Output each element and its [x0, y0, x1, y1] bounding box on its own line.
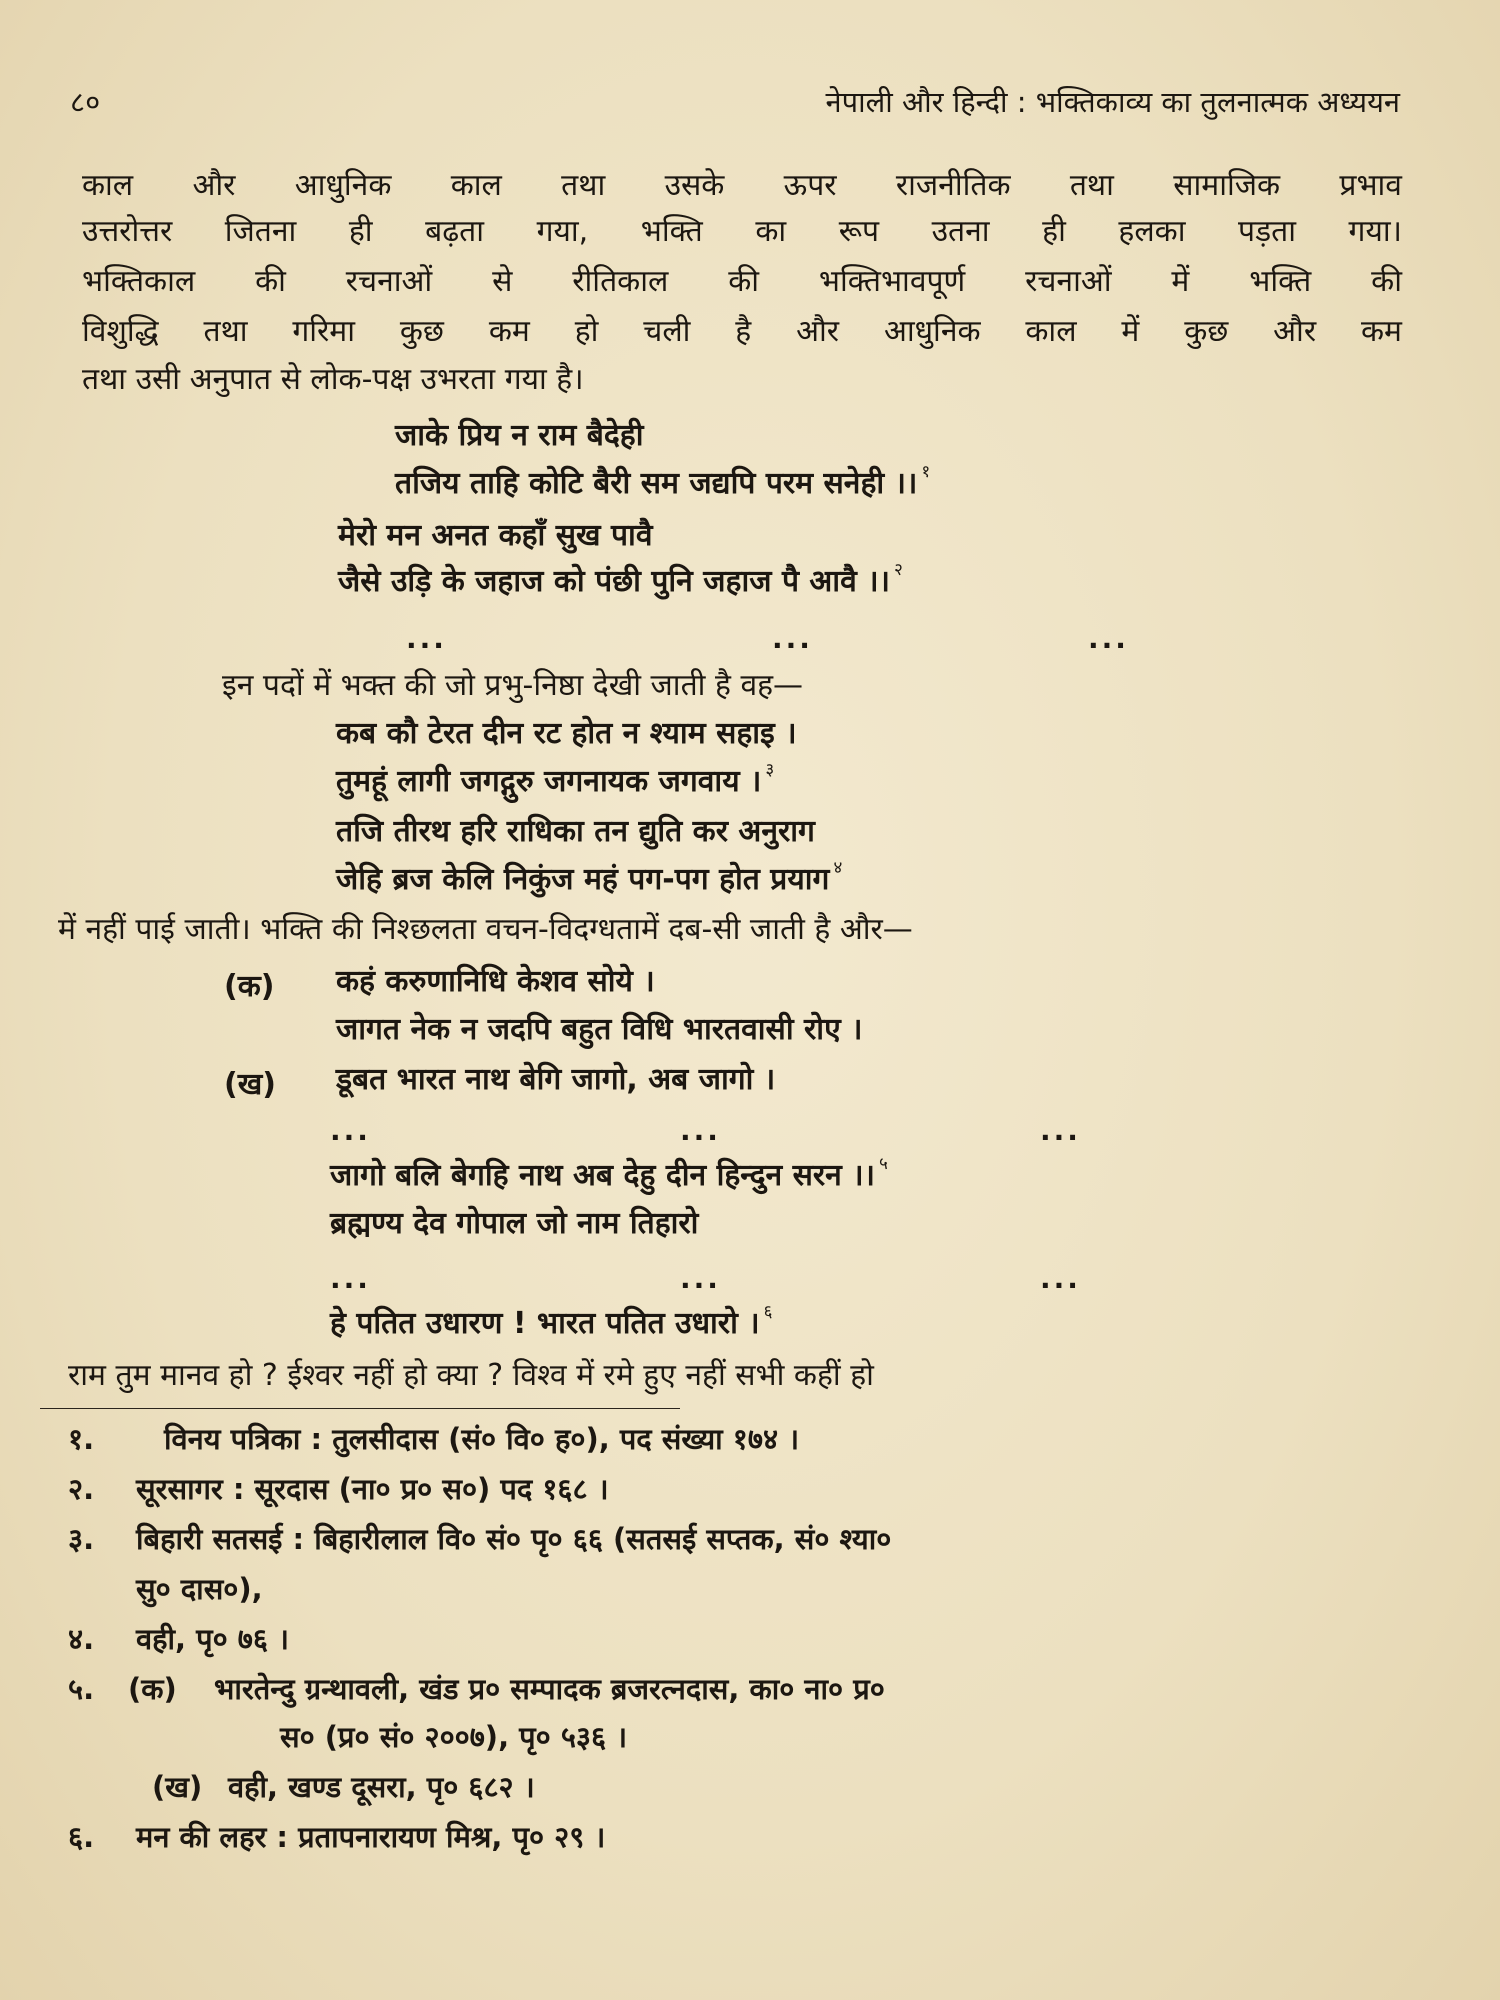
footnote-ref-4: ४ [833, 858, 843, 878]
footnote-ref-2: २ [893, 560, 903, 580]
footnote-number: १. [68, 1422, 95, 1456]
verse3-line2: तुमहूं लागी जगद्गुरु जगनायक जगवाय । $^३$ [336, 760, 775, 799]
verse3-line1: कब कौ टेरत दीन रट होत न श्याम सहाइ । [336, 716, 797, 751]
ellipsis: ... [406, 622, 447, 655]
ellipsis: ... [680, 1262, 721, 1295]
footnote-number: ३. [68, 1522, 95, 1556]
ellipsis: ... [330, 1114, 371, 1147]
verse1-line1: जाके प्रिय न राम बैदेही [395, 418, 644, 453]
intro-line-1: काल और आधुनिक काल तथा उसके ऊपर राजनीतिक तथा सामाजिक प्रभाव [82, 168, 1402, 203]
verse4-line6: हे पतित उधारण ! भारत पतित उधारो । $^६$ [330, 1302, 773, 1341]
footnote-label-ka: (क) [128, 1672, 177, 1706]
verse3-line3: तजि तीरथ हरि राधिका तन द्युति कर अनुराग [336, 814, 815, 849]
intro-line-3: भक्तिकाल की रचनाओं से रीतिकाल की भक्तिभावपूर्ण रचनाओं में भक्ति की [82, 264, 1402, 299]
verse4-line3: डूबत भारत नाथ बेगि जागो, अब जागो । [336, 1062, 776, 1097]
footnote-5-kha: वही, खण्ड दूसरा, पृ० ६८२ । [228, 1770, 535, 1804]
intro-line-5: तथा उसी अनुपात से लोक-पक्ष उभरता गया है। [82, 362, 584, 397]
intro-line-4: विशुद्धि तथा गरिमा कुछ कम हो चली है और आधुनिक काल में कुछ और कम [82, 314, 1402, 349]
footnote-5-ka: भारतेन्दु ग्रन्थावली, खंड प्र० सम्पादक ब्रजरत्नदास, का० ना० प्र० [214, 1672, 885, 1706]
verse2-line1: मेरो मन अनत कहाँ सुख पावै [338, 518, 653, 553]
footnote-divider [40, 1408, 680, 1409]
footnote-number: ६. [68, 1820, 95, 1854]
ellipsis: ... [330, 1262, 371, 1295]
bridge-text-1: इन पदों में भक्त की जो प्रभु-निष्ठा देखी जाती है वह— [222, 668, 804, 703]
footnote-ref-5: ५ [879, 1154, 888, 1174]
footnote-3-continued: सु० दास०), [136, 1572, 263, 1606]
running-title: नेपाली और हिन्दी : भक्तिकाव्य का तुलनात्मक अध्ययन [825, 85, 1400, 119]
ellipsis: ... [1040, 1114, 1081, 1147]
closing-line: राम तुम मानव हो ? ईश्वर नहीं हो क्या ? विश्व में रमे हुए नहीं सभी कहीं हो [68, 1358, 874, 1393]
ellipsis: ... [1040, 1262, 1081, 1295]
page-number: ८० [70, 85, 101, 119]
ellipsis: ... [1088, 622, 1129, 655]
footnote-6: मन की लहर : प्रतापनारायण मिश्र, पृ० २९ । [136, 1820, 606, 1854]
footnote-5-ka-continued: स० (प्र० सं० २००७), पृ० ५३६ । [280, 1720, 628, 1754]
footnote-ref-3: ३ [765, 760, 775, 780]
verse4-line2: जागत नेक न जदपि बहुत विधि भारतवासी रोए । [336, 1012, 863, 1047]
bridge-text-2: में नहीं पाई जाती। भक्ति की निश्छलता वचन-विदग्धतामें दब-सी जाती है और— [58, 912, 913, 947]
footnote-number: २. [68, 1472, 95, 1506]
verse1-line2: तजिय ताहि कोटि बैरी सम जद्यपि परम सनेही ।। $^१$ [395, 462, 931, 501]
footnote-ref-1: १ [921, 462, 931, 482]
footnote-label-kha: (ख) [152, 1770, 203, 1804]
ellipsis: ... [772, 622, 813, 655]
footnote-4: वही, पृ० ७६ । [136, 1622, 290, 1656]
verse4-line1: कहं करुणानिधि केशव सोये । [336, 964, 655, 999]
verse3-line4: जेहि ब्रज केलि निकुंज महं पग-पग होत प्रयाग $^४$ [336, 858, 843, 897]
footnote-1: विनय पत्रिका : तुलसीदास (सं० वि० ह०), पद संख्या १७४ । [164, 1422, 800, 1456]
page-header [70, 82, 1400, 132]
verse4-line5: ब्रह्मण्य देव गोपाल जो नाम तिहारो [330, 1206, 699, 1241]
footnote-3: बिहारी सतसई : बिहारीलाल वि० सं० पृ० ६६ (सतसई सप्तक, सं० श्या० [136, 1522, 892, 1556]
footnote-number: ४. [68, 1622, 95, 1656]
footnote-2: सूरसागर : सूरदास (ना० प्र० स०) पद १६८ । [136, 1472, 609, 1506]
verse-label-kha: (ख) [224, 1067, 276, 1102]
verse4-line4: जागो बलि बेगहि नाथ अब देहु दीन हिन्दुन सरन ।। $^५$ [330, 1154, 888, 1193]
verse-label-ka: (क) [224, 969, 275, 1004]
intro-line-2: उत्तरोत्तर जितना ही बढ़ता गया, भक्ति का रूप उतना ही हलका पड़ता गया। [82, 214, 1402, 249]
footnote-number: ५. [68, 1672, 95, 1706]
footnote-ref-6: ६ [763, 1302, 773, 1322]
verse2-line2: जैसे उड़ि के जहाज को पंछी पुनि जहाज पै आवै ।। $^२$ [338, 560, 903, 599]
ellipsis: ... [680, 1114, 721, 1147]
